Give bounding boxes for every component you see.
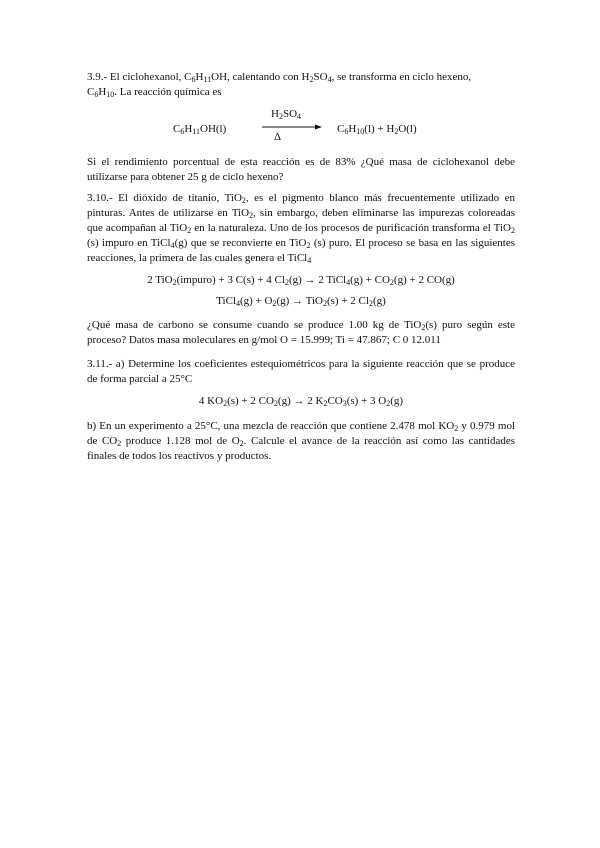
problem-3-9-intro: 3.9.- El ciclohexanol, $C_6H_{11}OH$, calentando con $H_2SO_4$, se transforma en ciclo hexeno, $C_6H_{10}$. La reacción química es xyxy=(87,71,472,99)
reaction-reactant: $C_6H_{11}OH(l)$ xyxy=(173,123,227,136)
equation-3-10-second: TiCl$_4$(g) + $O_2(g) \to TiO_2(s) + 2$ $Cl_2(g)$ xyxy=(216,295,386,308)
reaction-heat-symbol: Δ xyxy=(274,131,282,143)
problem-3-10-intro: 3.10.- El dióxido de titanio, TiO$_2$, es el pigmento blanco más frecuentemente utilizado en pinturas. Antes de utilizarse en TiO$_2$, sin embargo, deben eliminarse las impurezas coloreadas que acompañan al TiO$_2$ en la naturaleza. Uno de los procesos de purificación transforma el TiO$_2$ (s) impuro en TiCl$_4$(g) que se reconvierte en TiO$_2$ (s) puro. El proceso se basa en las siguientes reacciones, la primera de las cuales genera el TiCl$_4$ xyxy=(87,192,516,265)
reaction-arrow-icon xyxy=(262,124,322,130)
equation-3-10-first: 2 TiO$_2$(impuro) + 3 C(s) + 4 $Cl_2(g) \to 2$ TiCl$_4$(g) + $CO_2(g) + 2$ CO(g) xyxy=(147,274,455,287)
reaction-products: $C_6H_{10}(l) + H_2O(l)$ xyxy=(337,123,417,136)
reaction-catalyst: $H_2SO_4$ xyxy=(271,108,302,121)
reaction-scheme-3-9 xyxy=(0,108,600,148)
problem-3-11-part-a: 3.11.- a) Determine los coeficientes estequiométricos para la siguiente reacción que se produce de forma parcial a 25°C xyxy=(87,358,515,385)
equation-3-11: 4 $KO_2(s) + 2$ $CO_2(g) \to 2$ $K_2CO_3(s) + 3$ $O_2(g)$ xyxy=(198,395,404,408)
problem-3-10-question: ¿Qué masa de carbono se consume cuando se produce 1.00 kg de TiO$_2$(s) puro según este proceso? Datos masa moleculares en g/mol O = 15.999; Ti = 47.867; C 0 12.011 xyxy=(87,319,515,346)
problem-3-9-question: Si el rendimiento porcentual de esta reacción es de 83% ¿Qué masa de ciclohexanol debe utilizarse para obtener 25 g de ciclo hexeno? xyxy=(87,156,515,183)
problem-3-11-part-b: b) En un experimento a 25°C, una mezcla de reacción que contiene 2.478 mol $KO_2$ y 0.979 mol de $CO_2$ produce 1.128 mol de $O_2$. Calcule el avance de la reacción así como las cantidades finales de todos los reactivos y productos. xyxy=(87,420,515,462)
